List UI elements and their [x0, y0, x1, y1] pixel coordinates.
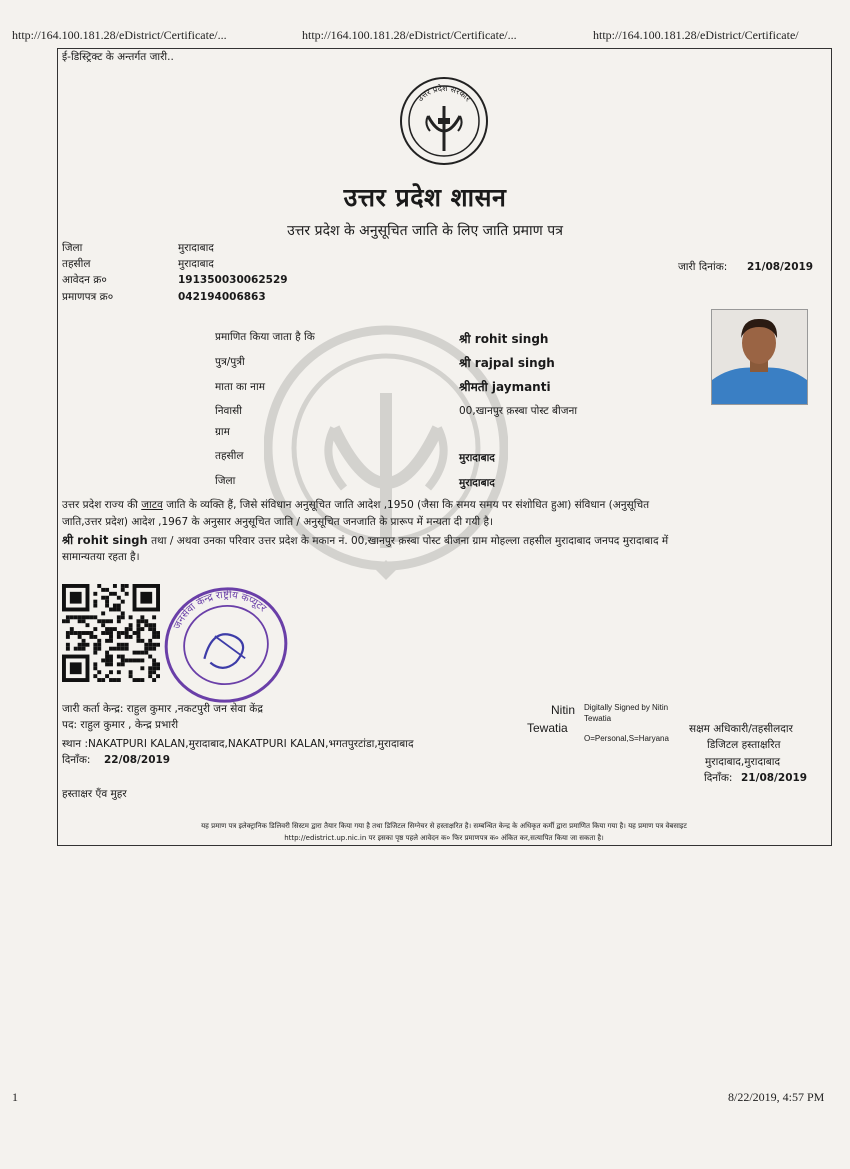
district-label: जिला: [62, 242, 83, 254]
application-number: 191350030062529: [178, 274, 288, 286]
resident-label: निवासी: [215, 405, 242, 417]
digital-sign-name-1: Nitin: [551, 703, 576, 717]
svg-text:उत्तर प्रदेश सरकार: [416, 83, 473, 104]
issue-date: 21/08/2019: [747, 261, 814, 273]
emblem-text: उत्तर प्रदेश सरकार: [415, 83, 473, 104]
issuer-date: 22/08/2019: [104, 754, 171, 766]
tehsil-label: तहसील: [62, 258, 91, 270]
residence-text-a: तथा / अथवा उनका परिवार उत्तर प्रदेश के मकान नं. 00,खानपुर क़स्बा पोस्ट बीजना ग्राम मोहल्ला तहसील मुरादाबाद जनपद मुरादाबाद में: [147, 535, 669, 547]
issuing-center: जारी कर्ता केन्द्र: राहुल कुमार ,नकटपुरी जन सेवा केंद्र: [62, 703, 263, 715]
village-label: ग्राम: [215, 426, 230, 438]
relation-label: पुत्र/पुत्री: [215, 356, 245, 368]
father-name: श्री rajpal singh: [459, 356, 555, 370]
issue-date-label: जारी दिनांक:: [678, 261, 728, 273]
district-value: मुरादाबाद: [178, 242, 214, 254]
print-url-3: http://164.100.181.28/eDistrict/Certificate/: [593, 28, 799, 42]
certificate-title: उत्तर प्रदेश शासन: [343, 183, 507, 212]
issuer-post: पद: राहुल कुमार , केन्द्र प्रभारी: [62, 719, 179, 731]
qr-code: [62, 584, 160, 682]
authority-date-label: दिनाँक:: [704, 772, 733, 784]
residence-person-name: श्री rohit singh: [62, 533, 148, 547]
page-number: 1: [12, 1090, 18, 1104]
person-district-value: मुरादाबाद: [459, 477, 495, 489]
header-note: ई-डिस्ट्रिक्ट के अन्तर्गत जारी..: [62, 51, 174, 63]
person-name: श्री rohit singh: [459, 332, 549, 346]
tehsil-value: मुरादाबाद: [178, 258, 214, 270]
up-emblem-logo: [398, 76, 490, 166]
residence-paragraph-line2: सामान्यतया रहता है।: [62, 551, 140, 563]
footer-line-2: http://edistrict.up.nic.in पर इसका पृष्ठ पहले आवेदन क० फिर प्रमाणपत्र क० अंकित कर,सत्यापित किया जा सकता है।: [284, 834, 604, 842]
digital-sign-line-2: Tewatia: [584, 714, 612, 723]
stamp-text: जनसेवा केन्द्र राष्ट्रीय कंप्यूटर: [171, 589, 268, 632]
issuer-date-label: दिनाँक:: [62, 754, 91, 766]
residence-paragraph: [62, 532, 668, 550]
certificate-number: 042194006863: [178, 291, 266, 303]
caste-text-a: उत्तर प्रदेश राज्य की: [62, 499, 142, 511]
resident-value: 00,खानपुर क़स्बा पोस्ट बीजना: [459, 405, 578, 417]
digital-sign-line-1: Digitally Signed by Nitin: [584, 703, 669, 712]
official-stamp: [162, 584, 290, 706]
digital-sign-line-3: O=Personal,S=Haryana: [584, 734, 669, 743]
print-timestamp: 8/22/2019, 4:57 PM: [728, 1090, 825, 1104]
certified-label: प्रमाणित किया जाता है कि: [215, 331, 315, 343]
print-url-1: http://164.100.181.28/eDistrict/Certificate/...: [12, 28, 227, 42]
caste-name: जाटव: [141, 499, 163, 511]
signature-label: हस्ताक्षर एँव मुहर: [62, 788, 127, 800]
person-tehsil-label: तहसील: [215, 450, 244, 462]
issuer-place: स्थान :NAKATPURI KALAN,मुरादाबाद,NAKATPURI KALAN,भगतपुरटांडा,मुरादाबाद: [62, 738, 414, 750]
certificate-subtitle: उत्तर प्रदेश के अनुसूचित जाति के लिए जाति प्रमाण पत्र: [287, 223, 563, 239]
certificate-number-label: प्रमाणपत्र क्र०: [62, 291, 114, 303]
digital-sign-name-2: Tewatia: [527, 721, 568, 735]
applicant-photo: [711, 309, 808, 405]
person-tehsil-value: मुरादाबाद: [459, 452, 495, 464]
print-url-2: http://164.100.181.28/eDistrict/Certificate/...: [302, 28, 517, 42]
authority-date: 21/08/2019: [741, 772, 808, 784]
mother-name: श्रीमती jaymanti: [459, 380, 551, 394]
authority-title: सक्षम अधिकारी/तहसीलदार: [689, 723, 793, 735]
mother-label: माता का नाम: [215, 381, 265, 393]
authority-digital: डिजिटल हस्ताक्षरित: [707, 739, 781, 751]
caste-paragraph: [62, 497, 828, 514]
authority-place: मुरादाबाद,मुरादाबाद: [705, 756, 781, 768]
caste-paragraph-line2: जाति,उत्तर प्रदेश) आदेश ,1967 के अनुसार अनुसूचित जाति / अनुसूचित जनजाति के प्रारूप में मन्यता दी गयी है।: [62, 516, 494, 528]
application-label: आवेदन क्र०: [62, 274, 107, 286]
footer-line-1: यह प्रमाण पत्र इलेक्ट्रानिक डिलिवरी सिस्टम द्वारा तैयार किया गया है तथा डिजिटल सिग्नेचर से हस्ताक्षरित है। सम्बन्धित केन्द्र के अधिकृत कर्मी द्वारा प्रमाणित किया गया है। यह प्रमाण पत्र वेबसाइट: [201, 822, 687, 830]
caste-text-b: जाति के व्यक्ति हैं, जिसे संविधान अनुसूचित जाति आदेश ,1950 (जैसा कि समय समय पर संशोधित हुआ) संविधान (अनुसूचित: [162, 499, 650, 511]
person-district-label: जिला: [215, 475, 236, 487]
